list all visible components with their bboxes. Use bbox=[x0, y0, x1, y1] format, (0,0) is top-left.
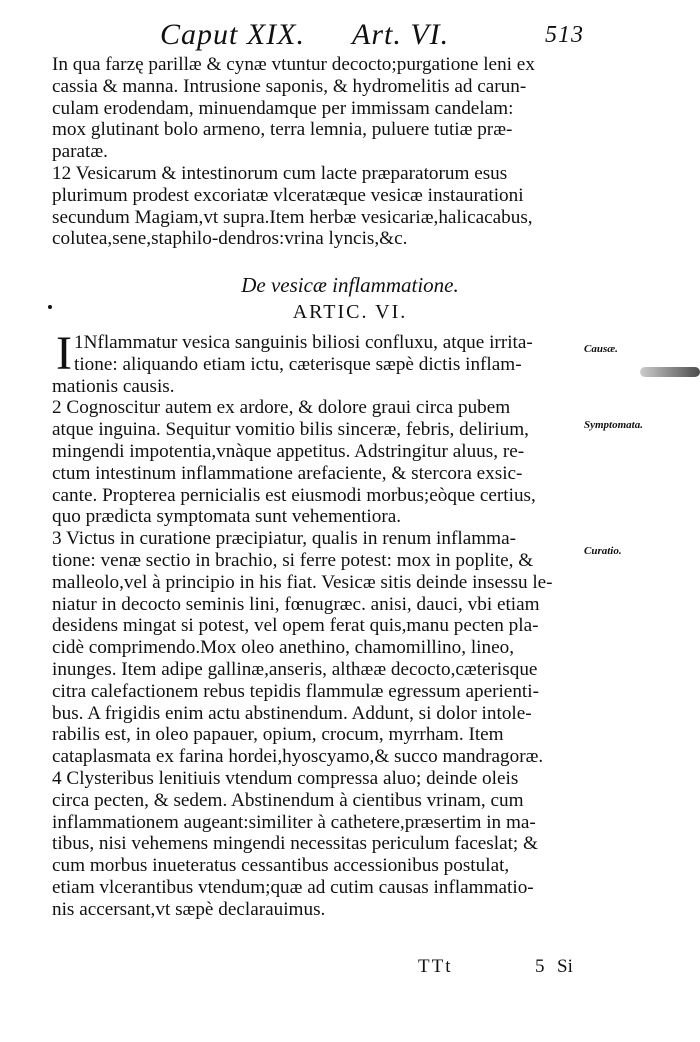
text-line: paratæ. bbox=[52, 141, 108, 163]
text-line: nis accersant,vt sæpè declarauimus. bbox=[52, 898, 326, 920]
text-line: atque inguina. Sequitur vomitio bilis sinceræ, febris, delirium, bbox=[52, 419, 529, 441]
text-line: tione: aliquando etiam ictu, cæterisque sæpè dictis inflam- bbox=[73, 353, 522, 375]
text-line: inflammationem augeant:similiter à cathetere,præsertim in ma- bbox=[52, 811, 536, 833]
text-line: cassia & manna. Intrusione saponis, & hydromelitis ad carun- bbox=[52, 75, 527, 97]
text-line: circa pecten, & sedem. Abstinendum à cientibus vrinam, cum bbox=[52, 789, 524, 811]
text-line: tibus, nisi vehemens mingendi necessitas periculum faceslat; & bbox=[52, 833, 538, 855]
text-line: mingendi impotentia,vnàque appetitus. Adstringitur aluus, re- bbox=[52, 440, 525, 462]
preceding-article-text bbox=[52, 54, 582, 250]
text-line: citra calefactionem rebus tepidis flammulæ egressum aperienti- bbox=[52, 680, 539, 702]
margin-note-causes: Causæ. bbox=[584, 343, 618, 355]
text-line: 12 Vesicarum & intestinorum cum lacte præparatorum esus bbox=[52, 162, 508, 184]
text-line: 2 Cognoscitur autem ex ardore, & dolore graui circa pubem bbox=[52, 397, 511, 419]
text-line: niatur in decocto seminis lini, fœnugræc. anisi, dauci, vbi etiam bbox=[52, 593, 540, 615]
text-line: cataplasmata ex farina hordei,hyoscyamo,& succo mandragoræ. bbox=[52, 746, 544, 768]
text-line: secundum Magiam,vt supra.Item herbæ vesicariæ,halicacabus, bbox=[52, 206, 533, 228]
text-line: quo prædicta symptomata sunt vehementiora. bbox=[52, 506, 402, 528]
text-line: mationis causis. bbox=[52, 375, 175, 397]
text-line: 4 Clysteribus lenitiuis vtendum compressa aluo; deinde oleis bbox=[52, 767, 519, 789]
margin-note-symptoms: Symptomata. bbox=[584, 419, 643, 431]
text-line: ctum intestinum inflammatione arefaciente, & stercora exsic- bbox=[52, 462, 523, 484]
page-number: 513 bbox=[545, 22, 584, 48]
text-line: culam erodendam, minuendamque per immissam candelam: bbox=[52, 97, 514, 119]
text-line: desidens mingat si potest, vel opem ferat quis,manu pecten pla- bbox=[52, 615, 539, 637]
text-line: malleolo,vel à principio in his fiat. Vesicæ sitis deinde insessu le- bbox=[52, 571, 553, 593]
text-line: inunges. Item adipe gallinæ,anseris, althææ decocto,cæterisque bbox=[52, 658, 538, 680]
ink-smudge bbox=[640, 367, 700, 377]
running-header bbox=[160, 18, 680, 52]
text-line: 3 Victus in curatione præcipiatur, qualis in renum inflamma- bbox=[52, 528, 516, 550]
text-line: plurimum prodest excoriatæ vlceratæque vesicæ instaurationi bbox=[52, 184, 524, 206]
text-line: In qua farzę parillæ & cynæ vtuntur decocto;purgatione leni ex bbox=[52, 54, 535, 75]
article-heading: Art. VI. bbox=[352, 18, 450, 51]
text-line: mox glutinant bolo armeno, terra lemnia, puluere tutiæ præ- bbox=[52, 119, 513, 141]
signature-mark: TTt bbox=[418, 956, 453, 977]
text-line: rabilis est, in oleo papauer, opium, crocum, myrrham. Item bbox=[52, 724, 504, 746]
text-line: etiam vlcerantibus vtendum;quæ ad cutim causas inflammatio- bbox=[52, 876, 534, 898]
line-content: Nflammatur vesica sanguinis biliosi confluxu, atque irrita- bbox=[83, 332, 533, 353]
catchword: Si bbox=[557, 956, 573, 977]
text-line: bus. A frigidis enim actu abstinendum. Addunt, si dolor intole- bbox=[52, 702, 532, 724]
drop-capital: I bbox=[56, 327, 72, 380]
article-text bbox=[52, 327, 582, 921]
signature-number: 5 bbox=[535, 956, 545, 977]
text-line: cante. Propterea pernicialis est eiusmodi morbus;eòque certius, bbox=[52, 484, 536, 506]
text-line: cum morbus inueteratus cessantibus accessionibus postulat, bbox=[52, 855, 510, 877]
chapter-heading: Caput XIX. bbox=[160, 18, 305, 51]
text-line: colutea,sene,staphilo-dendros:vrina lyncis,&c. bbox=[52, 228, 408, 250]
text-line: tione: venæ sectio in brachio, si ferre potest: mox in poplite, & bbox=[52, 549, 534, 571]
margin-note-cure: Curatio. bbox=[584, 545, 622, 557]
section-title: De vesicæ inflammatione. bbox=[241, 273, 459, 297]
paragraph-number: 1 bbox=[73, 332, 84, 353]
page-footer bbox=[0, 956, 700, 980]
text-line: cidè comprimendo.Mox oleo anethino, chamomillino, lineo, bbox=[52, 637, 514, 659]
article-label: ARTIC. VI. bbox=[292, 301, 408, 323]
